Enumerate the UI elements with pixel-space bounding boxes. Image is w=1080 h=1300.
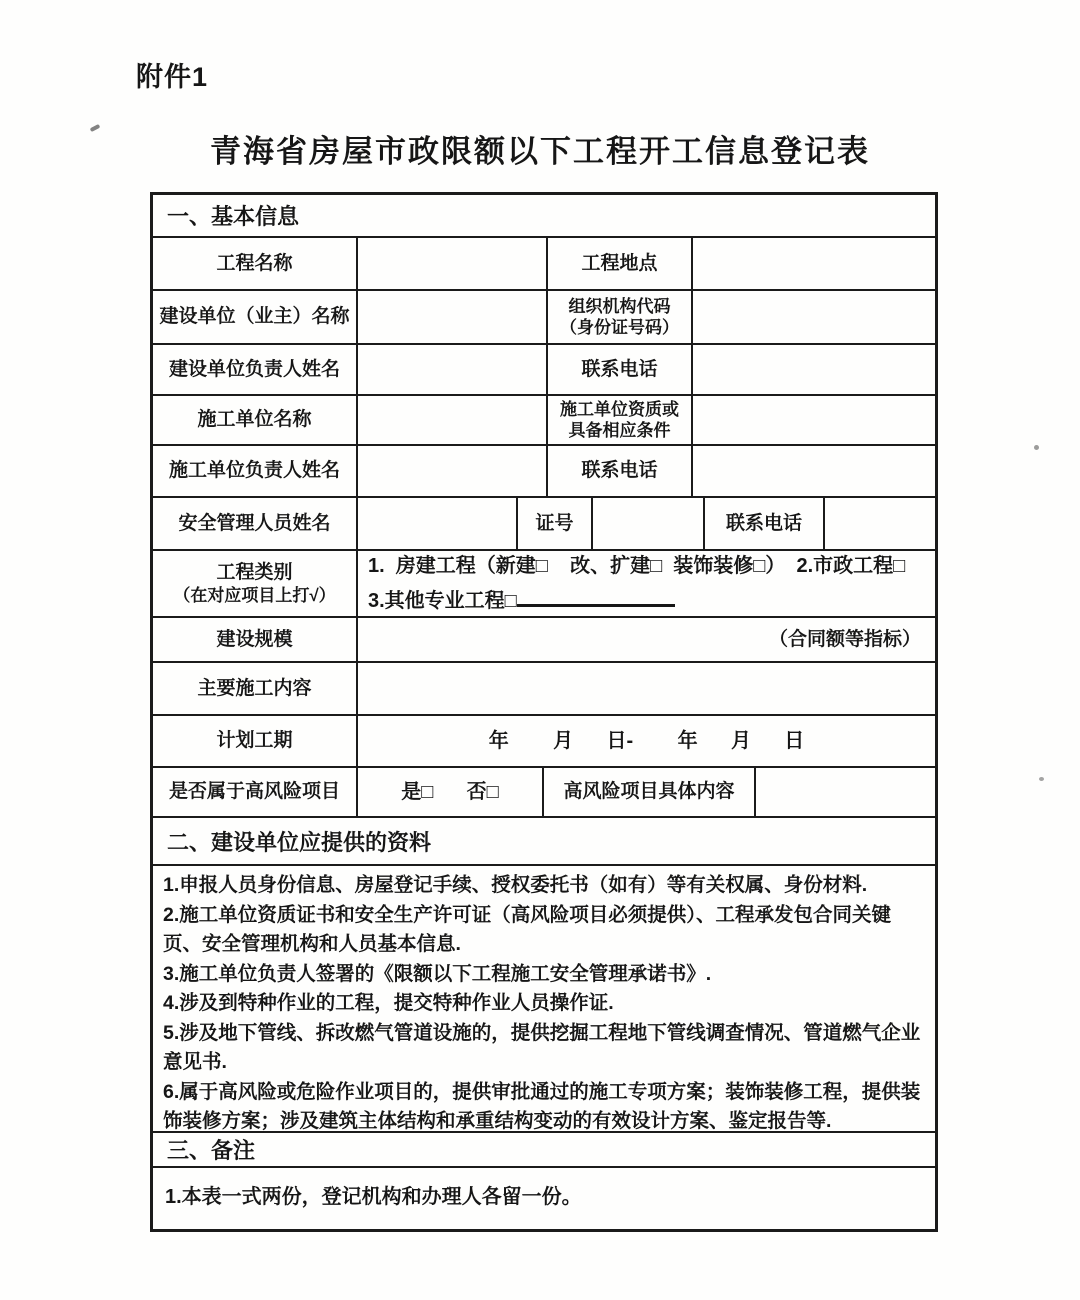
risk-detail-field [756,768,935,816]
safety-phone-field [825,498,935,549]
attachment-label: 附件1 [136,62,209,92]
table-row [153,291,935,345]
section-basic-info-title: 一、基本信息 [167,204,300,229]
scan-artifact [1034,445,1039,450]
notes-content [153,1168,935,1233]
section-notes-header [153,1133,935,1168]
note-item-1: 1.本表一式两份，登记机构和办理人各留一份。 [165,1186,582,1208]
category-options [358,551,935,616]
cert-no-label: 证号 [518,498,593,549]
category-options-line2: 3.其他专业工程□ [368,582,675,617]
risk-detail-label: 高风险项目具体内容 [544,768,756,816]
scan-artifact [1039,777,1044,781]
risk-options: 是□ 否□ [358,768,544,816]
project-location-label: 工程地点 [548,238,693,289]
materials-list [153,866,935,1133]
table-row [153,716,935,768]
contractor-phone-label: 联系电话 [548,446,693,496]
table-row [153,396,935,446]
schedule-label: 计划工期 [153,716,358,766]
section-basic-info-header [153,195,935,238]
org-code-field [693,291,935,343]
scale-field [358,618,935,661]
table-row [153,238,935,291]
materials-item-4: 4.涉及到特种作业的工程，提交特种作业人员操作证. [163,992,614,1014]
materials-item-2: 2.施工单位资质证书和安全生产许可证（高风险项目必须提供）、工程承发包合同关键页、安全管理机构和人员基本信息. [163,903,892,955]
org-code-label: 组织机构代码 （身份证号码） [548,291,693,343]
main-content-label: 主要施工内容 [153,663,358,714]
table-row [153,663,935,716]
section-materials-title: 二、建设单位应提供的资料 [167,829,432,855]
materials-item-6: 6.属于高风险或危险作业项目的，提供审批通过的施工专项方案；装饰装修工程，提供装饰装修方案；涉及建筑主体结构和承重结构变动的有效设计方案、鉴定报告等. [163,1080,921,1132]
materials-item-5: 5.涉及地下管线、拆改燃气管道设施的，提供挖掘工程地下管线调查情况、管道燃气企业意见书. [163,1021,921,1073]
materials-item-3: 3.施工单位负责人签署的《限额以下工程施工安全管理承诺书》. [163,962,712,985]
safety-staff-label: 安全管理人员姓名 [153,498,358,549]
table-row [153,498,935,551]
owner-name-label: 建设单位（业主）名称 [153,291,358,343]
contractor-qualification-label: 施工单位资质或 具备相应条件 [548,396,693,444]
owner-head-label: 建设单位负责人姓名 [153,345,358,394]
table-row [153,768,935,818]
contractor-name-field [358,396,548,444]
table-row [153,618,935,663]
section-notes-title: 三、备注 [167,1138,256,1163]
contractor-qualification-field [693,396,935,444]
project-name-field [358,238,548,289]
owner-phone-field [693,345,935,394]
main-content-field [358,663,935,714]
owner-head-field [358,345,548,394]
page-title: 青海省房屋市政限额以下工程开工信息登记表 [210,134,870,169]
materials-item-1: 1.申报人员身份信息、房屋登记手续、授权委托书（如有）等有关权属、身份材料. [163,874,868,896]
safety-staff-field [358,498,518,549]
contractor-head-label: 施工单位负责人姓名 [153,446,358,496]
owner-name-field [358,291,548,343]
contractor-phone-field [693,446,935,496]
table-row [153,345,935,396]
category-label: 工程类别 （在对应项目上打√） [153,551,358,616]
safety-phone-label: 联系电话 [705,498,825,549]
owner-phone-label: 联系电话 [548,345,693,394]
contractor-head-field [358,446,548,496]
risk-label: 是否属于高风险项目 [153,768,358,816]
contractor-name-label: 施工单位名称 [153,396,358,444]
schedule-field: 年 月 日- 年 月 日 [488,729,805,752]
table-row [153,446,935,498]
scale-label: 建设规模 [153,618,358,661]
cert-no-field [593,498,705,549]
fill-in-blank-line [517,582,675,607]
table-row [153,551,935,618]
project-location-field [693,238,935,289]
section-materials-header [153,818,935,866]
scale-hint: （合同额等指标） [768,628,921,650]
project-name-label: 工程名称 [153,238,358,289]
registration-form-table [150,192,938,1232]
category-options-line1: 1. 房建工程（新建□ 改、扩建□ 装饰装修□） 2.市政工程□ [368,554,906,577]
